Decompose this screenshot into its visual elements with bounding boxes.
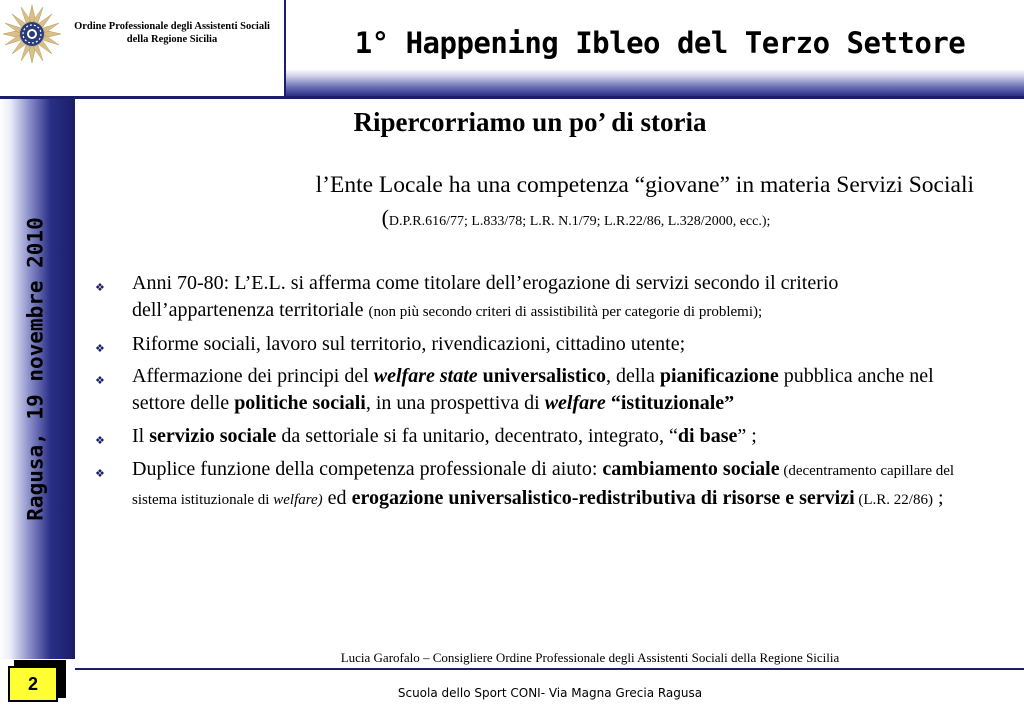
footer-author: Lucia Garofalo – Consigliere Ordine Professionale degli Assistenti Sociali della Regione Sicilia: [340, 650, 840, 665]
bullet-text: , della: [605, 365, 660, 387]
bullet-text: Affermazione dei principi del: [132, 365, 374, 387]
bullet-emphasis: politiche sociali: [234, 392, 366, 414]
organization-name-line1: Ordine Professionale degli Assistenti Sociali: [74, 21, 270, 32]
slide-heading: Ripercorriamo un po’ di storia: [353, 107, 707, 137]
header-title: 1° Happening Ibleo del Terzo Settore: [354, 26, 966, 60]
bullet-text: ” ;: [737, 425, 757, 447]
bullet-text: da settoriale si fa unitario, decentrato, integrato, “: [276, 425, 678, 447]
intro-refs: D.P.R.616/77; L.833/78; L.R. N.1/79; L.R.22/86, L.328/2000, ecc.);: [388, 214, 771, 229]
bullet-item: [95, 456, 975, 514]
sidebar-date-text: Ragusa, 19 novembre 2010: [24, 217, 48, 521]
diamond-bullet-icon: ❖: [95, 343, 105, 355]
intro-references: [100, 205, 1012, 231]
bullet-text: Riforme sociali, lavoro sul territorio, rivendicazioni, cittadino utente;: [132, 333, 686, 355]
sunburst-logo-icon: [2, 4, 62, 64]
bullet-text: ;: [932, 487, 944, 509]
sidebar-divider: [72, 99, 75, 659]
diamond-bullet-icon: ❖: [95, 282, 105, 294]
bullet-text: Il: [132, 425, 150, 447]
bullet-item: [95, 331, 975, 358]
bullet-emphasis: welfare state: [373, 365, 478, 387]
organization-name: [62, 20, 282, 46]
organization-name-line2: della Regione Sicilia: [126, 34, 218, 45]
bullet-text: , in una prospettiva di: [365, 392, 545, 414]
bullet-list: [95, 270, 975, 519]
intro-line: l’Ente Locale ha una competenza “giovane” in materia Servizi Sociali: [315, 172, 974, 198]
page-number-badge: 2: [8, 666, 58, 702]
sidebar-date: [8, 99, 64, 639]
bullet-text: Duplice funzione della competenza professionale di aiuto:: [132, 458, 603, 480]
bullet-text: pubblica anche nel settore delle: [132, 365, 934, 414]
bullet-note: (decentramento capillare del sistema istituzionale di: [132, 463, 955, 508]
bullet-note: welfare): [273, 492, 323, 508]
bullet-emphasis: “istituzionale”: [605, 392, 735, 414]
footer-place: Scuola dello Sport CONI- Via Magna Grecia Ragusa: [397, 686, 703, 700]
bullet-note: (non più secondo criteri di assistibilità per categorie di problemi);: [368, 304, 763, 320]
bullet-emphasis: servizio sociale: [149, 425, 277, 447]
intro-paren: (: [381, 205, 389, 230]
bullet-emphasis: di base: [677, 425, 738, 447]
bullet-emphasis: erogazione universalistico-redistributiva di risorse e servizi: [351, 487, 855, 509]
bullet-emphasis: pianificazione: [659, 365, 779, 387]
bullet-item: [95, 270, 975, 326]
logo-box: [0, 0, 286, 96]
bullet-emphasis: cambiamento sociale: [602, 458, 780, 480]
diamond-bullet-icon: ❖: [95, 375, 105, 387]
bullet-item: [95, 363, 975, 417]
bullet-text: ed: [322, 487, 352, 509]
bullet-note: (L.R. 22/86): [854, 492, 933, 508]
header-divider: [0, 96, 1024, 99]
bullet-text: Anni 70-80: L’E.L. si afferma come titolare dell’erogazione di servizi secondo il criterio dell’appartenenza territoriale: [132, 272, 839, 321]
bullet-emphasis: universalistico: [477, 365, 606, 387]
bullet-emphasis: welfare: [544, 392, 606, 414]
footer-divider: [75, 668, 1024, 670]
diamond-bullet-icon: ❖: [95, 468, 105, 480]
diamond-bullet-icon: ❖: [95, 435, 105, 447]
bullet-item: [95, 423, 975, 450]
